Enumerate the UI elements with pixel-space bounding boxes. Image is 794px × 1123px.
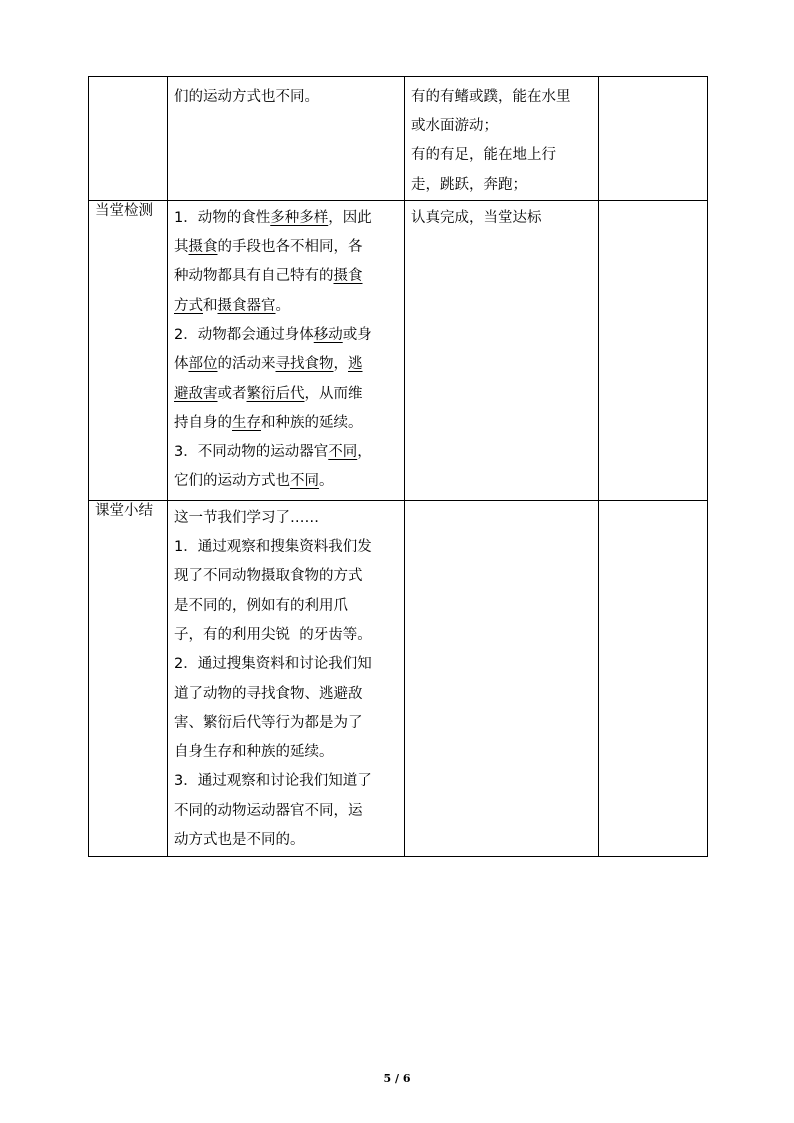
content-line: 1．通过观察和搜集资料我们发	[174, 539, 372, 556]
lesson-plan-table	[88, 76, 708, 857]
student-activity-cell	[405, 77, 599, 201]
content-line: 它们的运动方式也不同。	[174, 473, 334, 490]
content-line: 不同的动物运动器官不同，运	[174, 802, 363, 819]
answer-blank: 逃	[348, 356, 363, 373]
answer-blank: 摄食	[188, 239, 218, 256]
student-line: 或水面游动；	[411, 118, 498, 135]
student-line: 走，跳跃，奔跑；	[411, 176, 527, 193]
row-label-cell	[89, 200, 168, 500]
content-line: 持自身的生存和种族的延续。	[174, 414, 363, 431]
row-label: 当堂检测	[95, 202, 153, 219]
answer-blank: 摄食器官	[217, 297, 276, 314]
content-line: 这一节我们学习了……	[174, 509, 319, 526]
student-activity-cell	[405, 200, 599, 500]
teaching-content-cell	[168, 200, 405, 500]
answer-blank: 繁衍后代	[246, 385, 305, 402]
student-line: 有的有鳍或蹼，能在水里	[411, 89, 571, 105]
notes-cell	[599, 77, 708, 201]
content-line: 们的运动方式也不同。	[174, 89, 319, 105]
page-number: 5 / 6	[383, 1072, 411, 1085]
answer-blank: 不同	[328, 444, 358, 461]
student-line: 有的有足，能在地上行	[411, 147, 556, 164]
notes-cell	[599, 500, 708, 856]
answer-blank: 方式	[174, 297, 203, 314]
content-line: 3．不同动物的运动器官不同，	[174, 444, 372, 461]
content-line: 害、繁衍后代等行为都是为了	[174, 714, 363, 731]
content-line: 其摄食的手段也各不相同，各	[174, 239, 363, 256]
teaching-content-cell	[168, 500, 405, 856]
row-label-cell	[89, 500, 168, 856]
row-label-cell	[89, 77, 168, 201]
content-line: 避敌害或者繁衍后代，从而维	[174, 385, 363, 402]
row-label: 课堂小结	[95, 502, 153, 519]
answer-blank: 生存	[232, 414, 261, 431]
answer-blank: 多种多样	[270, 209, 329, 226]
content-line: 动方式也是不同的。	[174, 832, 305, 849]
answer-blank: 移动	[313, 327, 343, 343]
content-line: 2．通过搜集资料和讨论我们知	[174, 656, 372, 673]
content-line: 现了不同动物摄取食物的方式	[174, 568, 363, 585]
content-line: 3．通过观察和讨论我们知道了	[174, 773, 372, 790]
content-line: 2．动物都会通过身体移动或身	[174, 327, 372, 343]
content-line: 1．动物的食性多种多样，因此	[174, 209, 372, 226]
student-line: 认真完成，当堂达标	[411, 209, 542, 226]
content-line: 子，有的利用尖锐 的牙齿等。	[174, 627, 372, 643]
content-line: 种动物都具有自己特有的摄食	[174, 268, 363, 285]
answer-blank: 寻找食物	[275, 356, 334, 373]
answer-blank: 摄食	[333, 268, 363, 285]
teaching-content-cell	[168, 77, 405, 201]
answer-blank: 不同	[290, 473, 319, 490]
table-row	[89, 200, 708, 500]
content-line: 体部位的活动来寻找食物，逃	[174, 356, 363, 373]
content-line: 道了动物的寻找食物、逃避敌	[174, 685, 363, 702]
answer-blank: 避敌害	[174, 385, 218, 402]
notes-cell	[599, 200, 708, 500]
content-line: 是不同的，例如有的利用爪	[174, 597, 348, 614]
table-row	[89, 77, 708, 201]
content-line: 自身生存和种族的延续。	[174, 744, 334, 761]
content-line: 方式和摄食器官。	[174, 297, 290, 314]
answer-blank: 部位	[188, 356, 218, 373]
table-row	[89, 500, 708, 856]
student-activity-cell	[405, 500, 599, 856]
